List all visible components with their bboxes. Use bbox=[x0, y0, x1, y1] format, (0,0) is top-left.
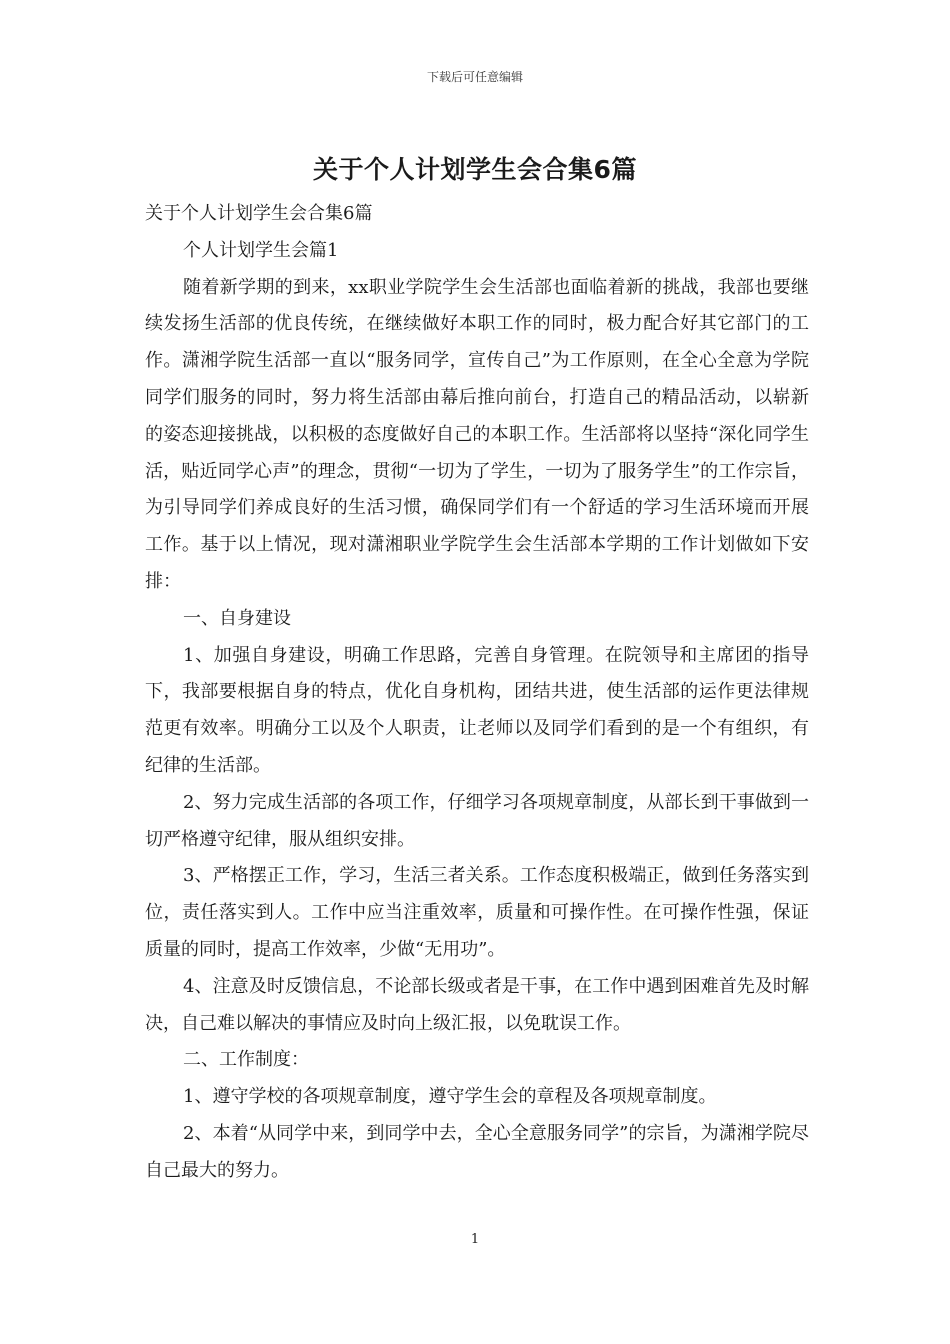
document-body bbox=[145, 196, 809, 1190]
heading-self-construction: 一、自身建设 bbox=[183, 607, 291, 629]
paragraph-item-1: 1、加强自身建设，明确工作思路，完善自身管理。在院领导和主席团的指导下，我部要根据自身的特点，优化自身机构，团结共进，使生活部的运作更法律规范更有效率。明确分工以及个人职责，让老师以及同学们看到的是一个有组织，有纪律的生活部。 bbox=[145, 644, 809, 776]
header-note: 下载后可任意编辑 bbox=[426, 70, 523, 84]
page-number: 1 bbox=[470, 1232, 480, 1247]
document-subtitle: 关于个人计划学生会合集6篇 bbox=[145, 203, 373, 224]
paragraph-item-4: 4、注意及时反馈信息，不论部长级或者是干事，在工作中遇到困难首先及时解决，自己难以解决的事情应及时向上级汇报，以免耽误工作。 bbox=[145, 975, 809, 1034]
paragraph-rule-2: 2、本着“从同学中来，到同学中去，全心全意服务同学”的宗旨，为潇湘学院尽自己最大的努力。 bbox=[145, 1122, 809, 1181]
paragraph-rule-1: 1、遵守学校的各项规章制度，遵守学生会的章程及各项规章制度。 bbox=[183, 1086, 717, 1108]
document-title: 关于个人计划学生会合集6篇 bbox=[313, 155, 637, 184]
section-heading: 个人计划学生会篇1 bbox=[183, 239, 339, 261]
paragraph-item-2: 2、努力完成生活部的各项工作，仔细学习各项规章制度，从部长到干事做到一切严格遵守纪律，服从组织安排。 bbox=[145, 791, 809, 850]
heading-work-system: 二、工作制度： bbox=[183, 1049, 309, 1071]
paragraph-intro: 随着新学期的到来，xx职业学院学生会生活部也面临着新的挑战，我部也要继续发扬生活部的优良传统，在继续做好本职工作的同时，极力配合好其它部门的工作。潇湘学院生活部一直以“服务同学，宣传自己”为工作原则，在全心全意为学院同学们服务的同时，努力将生活部由幕后推向前台，打造自己的精品活动，以崭新的姿态迎接挑战，以积极的态度做好自己的本职工作。生活部将以坚持“深化同学生活，贴近同学心声”的理念，贯彻“一切为了学生，一切为了服务学生”的工作宗旨，为引导同学们养成良好的生活习惯，确保同学们有一个舒适的学习生活环境而开展工作。基于以上情况，现对潇湘职业学院学生会生活部本学期的工作计划做如下安排： bbox=[145, 276, 809, 592]
paragraph-item-3: 3、严格摆正工作，学习，生活三者关系。工作态度积极端正，做到任务落实到位，责任落实到人。工作中应当注重效率，质量和可操作性。在可操作性强，保证质量的同时，提高工作效率，少做“无用功”。 bbox=[145, 865, 809, 960]
